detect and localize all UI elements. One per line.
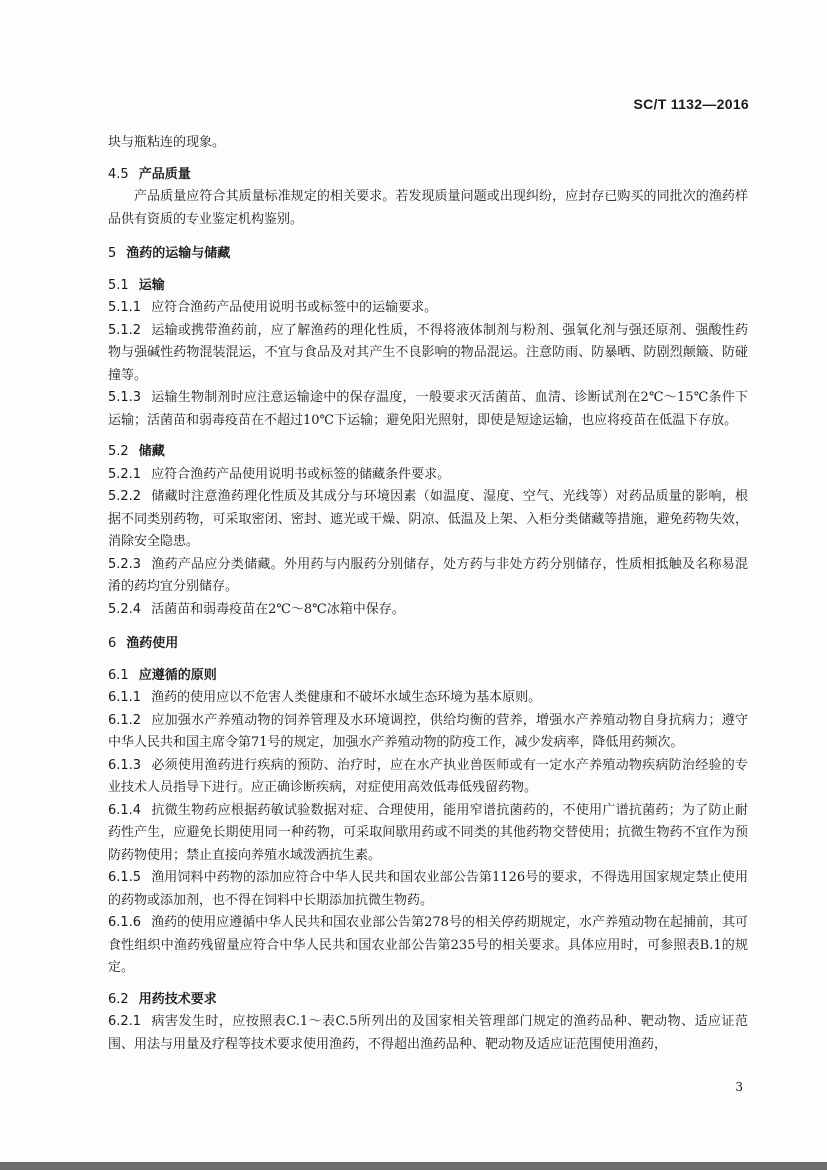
paragraph-text: 渔药的使用应以不危害人类健康和不破坏水域生态环境为基本原则。 (151, 690, 542, 705)
heading-title: 储藏 (138, 444, 165, 459)
paragraph (108, 687, 748, 710)
heading-number: 4.5 (108, 166, 129, 182)
clause-number: 5.2.2 (108, 489, 142, 504)
paragraph (108, 710, 748, 755)
paragraph-text: 渔药产品应分类储藏。外用药与内服药分别储存，处方药与非处方药分别储存，性质相抵触及名称易混淆的药均宜分别储存。 (108, 556, 748, 594)
heading-title: 用药技术要求 (138, 991, 217, 1007)
paragraph (108, 1011, 748, 1056)
paragraph-text: 应符合渔药产品使用说明书或标签中的运输要求。 (151, 300, 438, 315)
heading-number: 6 (108, 636, 117, 651)
paragraph-text: 病害发生时，应按照表C.1～表C.5所列出的及国家相关管理部门规定的渔药品种、靶动物、适应证范围、用法与用量及疗程等技术要求使用渔药，不得超出渔药品种、靶动物及适应证范围使用渔药， (108, 1014, 748, 1052)
paragraph-text: 储藏时注意渔药理化性质及其成分与环境因素（如温度、湿度、空气、光线等）对药品质量的影响，根据不同类别药物，可采取密闭、密封、遮光或干燥、阴凉、低温及上架、入柜分类储藏等措施，避免药物失效，消除安全隐患。 (108, 489, 748, 549)
subsection-heading (108, 989, 748, 1012)
paragraph-text: 块与瓶粘连的现象。 (108, 135, 226, 150)
clause-number: 5.1.3 (108, 390, 142, 405)
subsection-heading (108, 275, 748, 298)
paragraph (108, 755, 748, 800)
paragraph (108, 912, 748, 980)
clause-number: 6.1.1 (108, 690, 142, 705)
paragraph (108, 464, 748, 487)
section-heading (108, 243, 748, 266)
clause-number: 6.1.6 (108, 915, 142, 930)
paragraph (108, 387, 748, 432)
clause-number: 6.2.1 (108, 1014, 142, 1029)
heading-title: 渔药使用 (126, 636, 179, 651)
scan-bottom-edge (0, 1162, 827, 1170)
heading-number: 5.2 (108, 444, 129, 459)
paragraph (108, 486, 748, 554)
clause-number: 6.1.3 (108, 757, 142, 773)
subsection-heading (108, 665, 748, 688)
paragraph (108, 320, 748, 388)
paragraph-text: 应符合渔药产品使用说明书或标签的储藏条件要求。 (151, 466, 451, 482)
paragraph-text: 抗微生物药应根据药敏试验数据对症、合理使用，能用窄谱抗菌药的，不使用广谱抗菌药；为了防止耐药性产生，应避免长期使用同一种药物，可采取间歇用药或不同类的其他药物交替使用；抗微生物药不宜作为预防药物使用；禁止直接向养殖水域泼洒抗生素。 (108, 802, 748, 863)
paragraph (108, 599, 748, 622)
clause-number: 5.2.3 (108, 556, 142, 572)
clause-number: 5.2.1 (108, 466, 142, 482)
paragraph-text: 应加强水产养殖动物的饲养管理及水环境调控，供给均衡的营养，增强水产养殖动物自身抗病力；遵守中华人民共和国主席令第71号的规定，加强水产养殖动物的防疫工作，减少发病率，降低用药频次。 (108, 712, 748, 750)
clause-number: 6.1.2 (108, 712, 142, 728)
clause-number: 5.1.2 (108, 322, 142, 338)
paragraph-text: 运输或携带渔药前，应了解渔药的理化性质，不得将液体制剂与粉剂、强氧化剂与强还原剂、强酸性药物与强碱性药物混装混运，不宜与食品及对其产生不良影响的物品混运。注意防雨、防暴晒、防剧烈颠簸、防碰撞等。 (108, 322, 748, 383)
heading-number: 6.2 (108, 991, 129, 1007)
standard-code: SC/T 1132—2016 (633, 96, 749, 112)
heading-number: 5 (108, 246, 117, 261)
paragraph (108, 554, 748, 599)
heading-title: 运输 (138, 277, 165, 293)
paragraph-text: 活菌苗和弱毒疫苗在2℃～8℃冰箱中保存。 (151, 601, 405, 617)
paragraph-text: 运输生物制剂时应注意运输途中的保存温度，一般要求灭活菌苗、血清、诊断试剂在2℃～15℃条件下运输；活菌苗和弱毒疫苗在不超过10℃下运输；避免阳光照射，即使是短途运输，也应将疫苗在低温下存放。 (108, 390, 748, 428)
paragraph-text: 必须使用渔药进行疾病的预防、治疗时，应在水产执业兽医师或有一定水产养殖动物疾病防治经验的专业技术人员指导下进行。应正确诊断疾病，对症使用高效低毒低残留药物。 (108, 757, 748, 795)
paragraph (108, 132, 748, 155)
heading-title: 产品质量 (138, 166, 191, 182)
paragraph (108, 297, 748, 320)
subsection-heading (108, 164, 748, 187)
clause-number: 6.1.4 (108, 802, 142, 818)
subsection-heading (108, 441, 748, 464)
heading-title: 应遵循的原则 (138, 667, 217, 683)
clause-number: 5.1.1 (108, 300, 142, 315)
paragraph (108, 186, 748, 231)
section-heading (108, 633, 748, 656)
clause-number: 6.1.5 (108, 870, 142, 885)
paragraph (108, 800, 748, 868)
heading-number: 6.1 (108, 667, 129, 683)
document-body (108, 132, 748, 1056)
paragraph-text: 产品质量应符合其质量标准规定的相关要求。若发现质量问题或出现纠纷，应封存已购买的同批次的渔药样品供有资质的专业鉴定机构鉴别。 (108, 189, 748, 227)
heading-title: 渔药的运输与储藏 (126, 246, 231, 261)
paragraph-text: 渔用饲料中药物的添加应符合中华人民共和国农业部公告第1126号的要求，不得选用国家规定禁止使用的药物或添加剂，也不得在饲料中长期添加抗微生物药。 (108, 870, 748, 908)
page-number: 3 (735, 1080, 743, 1094)
clause-number: 5.2.4 (108, 601, 142, 617)
paragraph (108, 867, 748, 912)
heading-number: 5.1 (108, 277, 129, 293)
paragraph-text: 渔药的使用应遵循中华人民共和国农业部公告第278号的相关停药期规定，水产养殖动物在起捕前，其可食性组织中渔药残留量应符合中华人民共和国农业部公告第235号的相关要求。具体应用时，可参照表B.1的规定。 (108, 915, 748, 975)
